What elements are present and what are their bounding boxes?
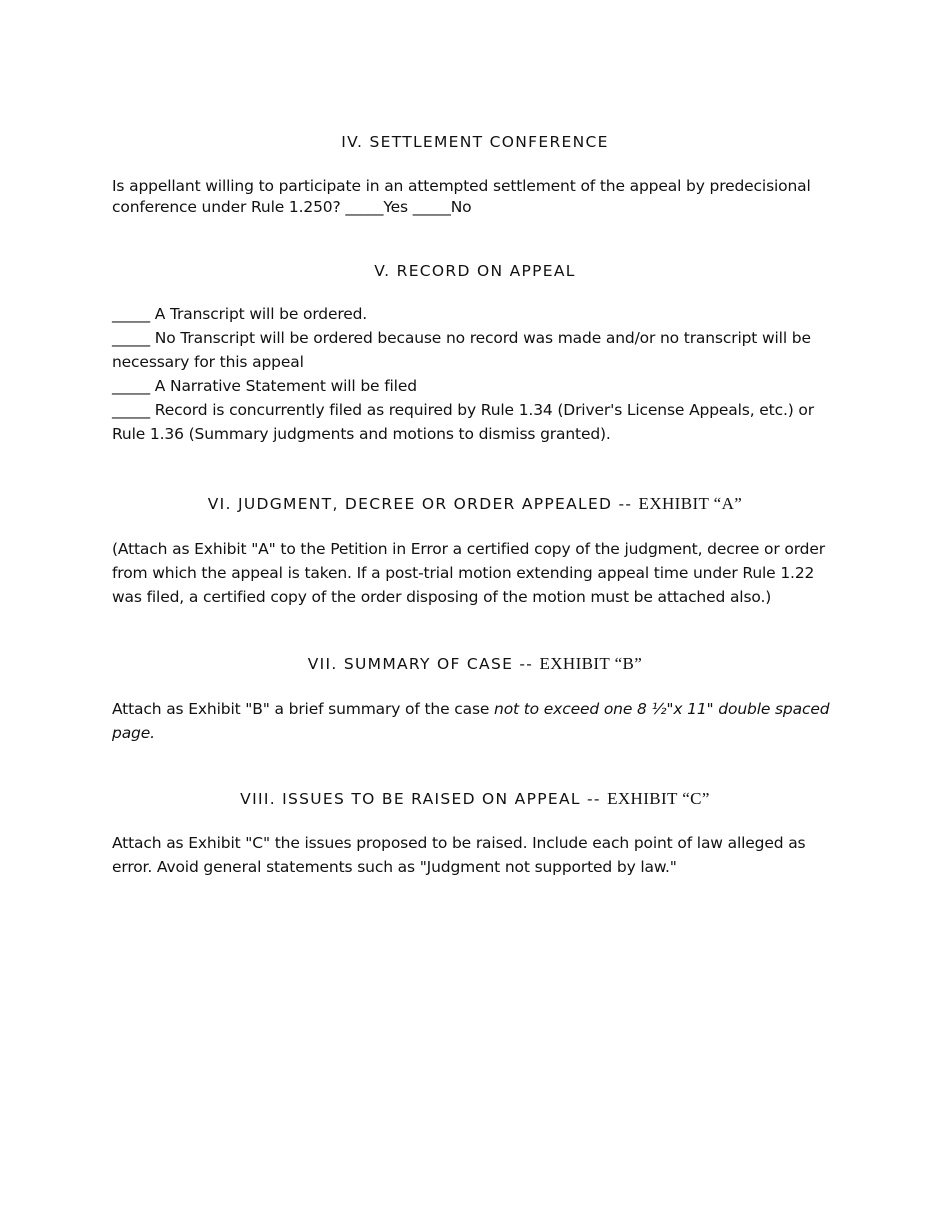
no-transcript-option: _____ No Transcript will be ordered because no record was made and/or no transcript will be bbox=[112, 329, 811, 347]
no-transcript-option-cont: necessary for this appeal bbox=[112, 353, 304, 371]
section-8-heading bbox=[112, 789, 838, 809]
section-7-instructions bbox=[112, 697, 832, 745]
section-5-heading-text: V. RECORD ON APPEAL bbox=[374, 262, 576, 280]
record-filed-option-cont: Rule 1.36 (Summary judgments and motions to dismiss granted). bbox=[112, 425, 611, 443]
section-6-line-1: (Attach as Exhibit "A" to the Petition in Error a certified copy of the judgment, decree or order bbox=[112, 540, 825, 558]
section-7-line-2: page. bbox=[112, 724, 155, 742]
section-6-line-2: from which the appeal is taken. If a post-trial motion extending appeal time under Rule 1.22 bbox=[112, 564, 815, 582]
section-8-line-2: error. Avoid general statements such as "Judgment not supported by law." bbox=[112, 858, 677, 876]
section-4-heading-text: IV. SETTLEMENT CONFERENCE bbox=[341, 133, 609, 151]
exhibit-c-label: EXHIBIT “C” bbox=[607, 789, 710, 808]
section-5-heading bbox=[112, 262, 838, 280]
section-6-line-3: was filed, a certified copy of the order disposing of the motion must be attached also.) bbox=[112, 588, 772, 606]
narrative-statement-option: _____ A Narrative Statement will be filed bbox=[112, 377, 417, 395]
section-6-heading-text: VI. JUDGMENT, DECREE OR ORDER APPEALED -- bbox=[207, 495, 633, 513]
section-8-instructions bbox=[112, 831, 832, 879]
section-7-line-1 bbox=[112, 697, 832, 721]
section-8-heading-text: VIII. ISSUES TO BE RAISED ON APPEAL -- bbox=[240, 790, 601, 808]
section-7-italic-text: not to exceed one 8 ½"x 11" double spaced bbox=[494, 700, 830, 718]
section-7-heading bbox=[112, 654, 838, 674]
section-7-heading-text: VII. SUMMARY OF CASE -- bbox=[307, 655, 534, 673]
exhibit-b-label: EXHIBIT “B” bbox=[539, 654, 643, 673]
section-7-plain-text: Attach as Exhibit "B" a brief summary of the case bbox=[112, 700, 495, 718]
section-5-options bbox=[112, 302, 832, 446]
transcript-ordered-option: _____ A Transcript will be ordered. bbox=[112, 305, 368, 323]
record-filed-option: _____ Record is concurrently filed as required by Rule 1.34 (Driver's License Appeals, etc.) or bbox=[112, 401, 814, 419]
exhibit-a-label: EXHIBIT “A” bbox=[638, 494, 743, 513]
section-4-line-2: conference under Rule 1.250? _____Yes _____No bbox=[112, 198, 472, 216]
section-6-heading bbox=[112, 494, 838, 514]
section-4-heading bbox=[112, 133, 838, 151]
section-8-line-1: Attach as Exhibit "C" the issues proposed to be raised. Include each point of law alleged as bbox=[112, 834, 806, 852]
section-4-line-1: Is appellant willing to participate in an attempted settlement of the appeal by predecisional bbox=[112, 177, 811, 195]
section-4-question bbox=[112, 176, 832, 218]
section-6-instructions bbox=[112, 537, 832, 609]
